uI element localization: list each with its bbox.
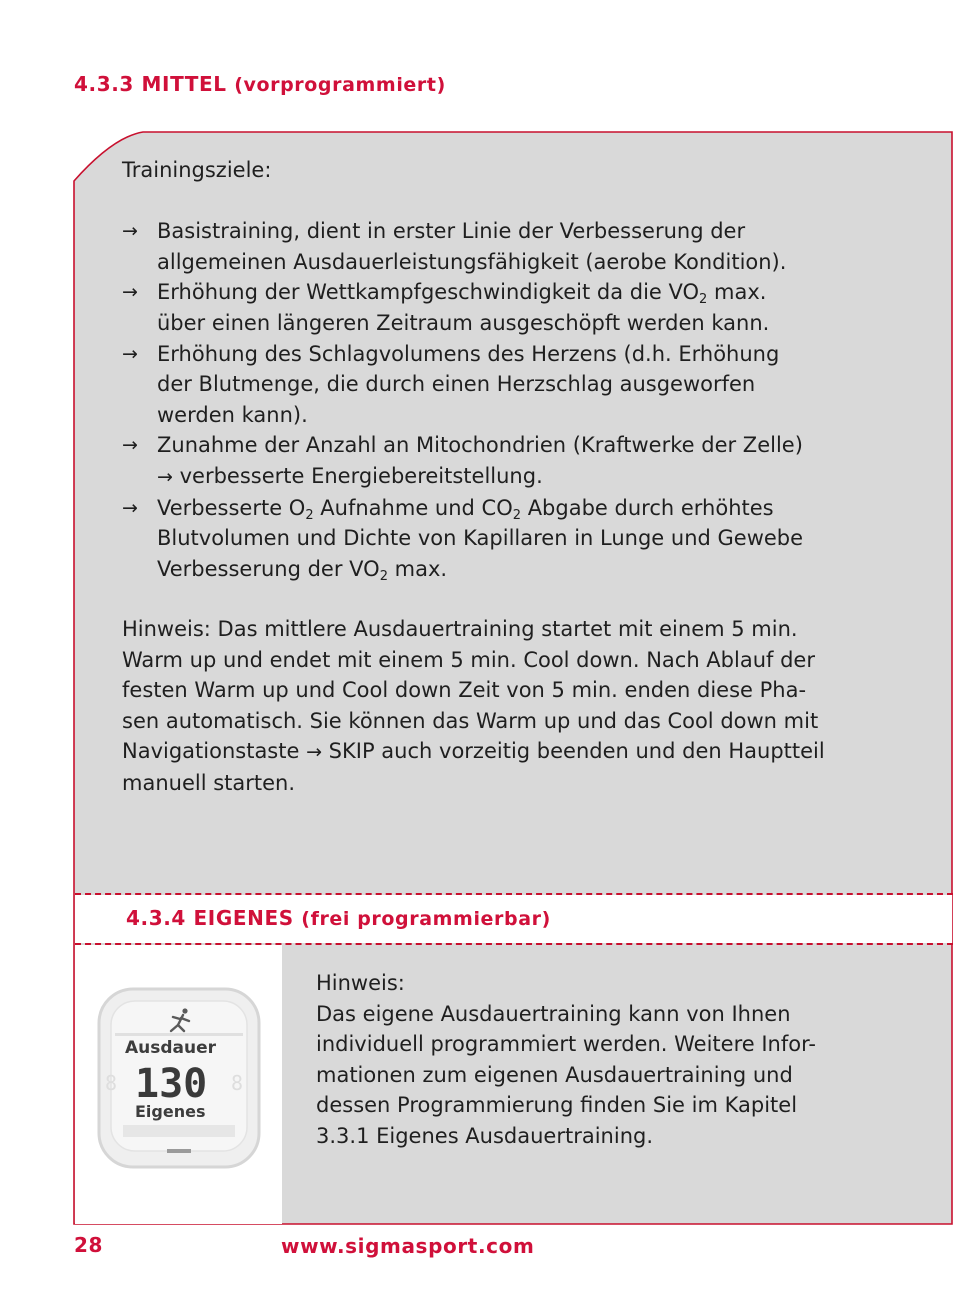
hinweis-eigenes: Hinweis: Das eigene Ausdauertraining kann von Ihnen individuell programmiert werden. Weitere Infor- mationen zum eigenen Ausdauertraining und dessen Programmierung finden Sie im Kapitel 3.3.1 Eigenes Ausdauertraining. bbox=[316, 971, 816, 1148]
training-heading: Trainingsziele: bbox=[122, 158, 272, 182]
hinweis-mittel: Hinweis: Das mittlere Ausdauertraining startet mit einem 5 min. Warm up und endet mit einem 5 min. Cool down. Nach Ablauf der festen Warm up und Cool down Zeit von 5 min. enden diese Pha- sen automatisch. Sie können das Warm up und das Cool down mit Navigationstaste → SKIP auch vorzeitig beenden und den Hauptteil manuell starten. bbox=[122, 617, 825, 795]
training-goals bbox=[122, 155, 882, 584]
arrow-right-icon: → bbox=[157, 465, 173, 488]
device-value: 130 bbox=[135, 1061, 208, 1107]
section-title-4-3-4 bbox=[126, 906, 551, 930]
list-item: → Erhöhung des Schlagvolumens des Herzens (d.h. Erhöhung der Blutmenge, die durch einen Herzschlag ausgeworfen werden kann). bbox=[122, 339, 882, 431]
list-item: → Basistraining, dient in erster Linie der Verbesserung der allgemeinen Ausdauerleistungsfähigkeit (aerobe Kondition). bbox=[122, 216, 882, 277]
footer-url[interactable]: www.sigmasport.com bbox=[281, 1234, 535, 1258]
device-image-area bbox=[75, 945, 282, 1224]
arrow-right-icon: → bbox=[306, 741, 322, 764]
arrow-right-icon: → bbox=[122, 434, 138, 457]
arrow-right-icon: → bbox=[122, 281, 138, 304]
ghost-segment: 8 bbox=[231, 1071, 244, 1095]
section-subtitle: (frei programmierbar) bbox=[301, 908, 551, 930]
arrow-right-icon: → bbox=[122, 342, 138, 365]
brand-logo bbox=[167, 1149, 191, 1153]
training-list bbox=[122, 216, 882, 584]
section-title-4-3-3 bbox=[74, 72, 446, 96]
device-label-top: Ausdauer bbox=[125, 1038, 217, 1058]
device-label-bottom: Eigenes bbox=[135, 1102, 206, 1121]
section-number: 4.3.3 bbox=[74, 72, 134, 96]
list-item: → Erhöhung der Wettkampfgeschwindigkeit da die $VO_2$ max. über einen längeren Zeitraum ausgeschöpft werden kann. bbox=[122, 277, 882, 338]
arrow-right-icon: → bbox=[122, 496, 138, 519]
arrow-right-icon: → bbox=[122, 220, 138, 243]
list-item: → Verbesserte $O_2$ Aufnahme und $CO_2$ Abgabe durch erhöhtes Blutvolumen und Dichte von Kapillaren in Lunge und Gewebe Verbesserung der $VO_2$ max. bbox=[122, 493, 882, 585]
section-name: MITTEL bbox=[141, 72, 227, 96]
section-subtitle: (vorprogrammiert) bbox=[234, 74, 446, 96]
ghost-segment: 8 bbox=[105, 1071, 118, 1095]
page-number: 28 bbox=[74, 1233, 104, 1257]
section-number: 4.3.4 bbox=[126, 906, 186, 930]
section-name: EIGENES bbox=[193, 906, 294, 930]
device-display-image bbox=[75, 945, 282, 1224]
list-item: → Zunahme der Anzahl an Mitochondrien (Kraftwerke der Zelle) → verbesserte Energiebereitstellung. bbox=[122, 430, 882, 492]
